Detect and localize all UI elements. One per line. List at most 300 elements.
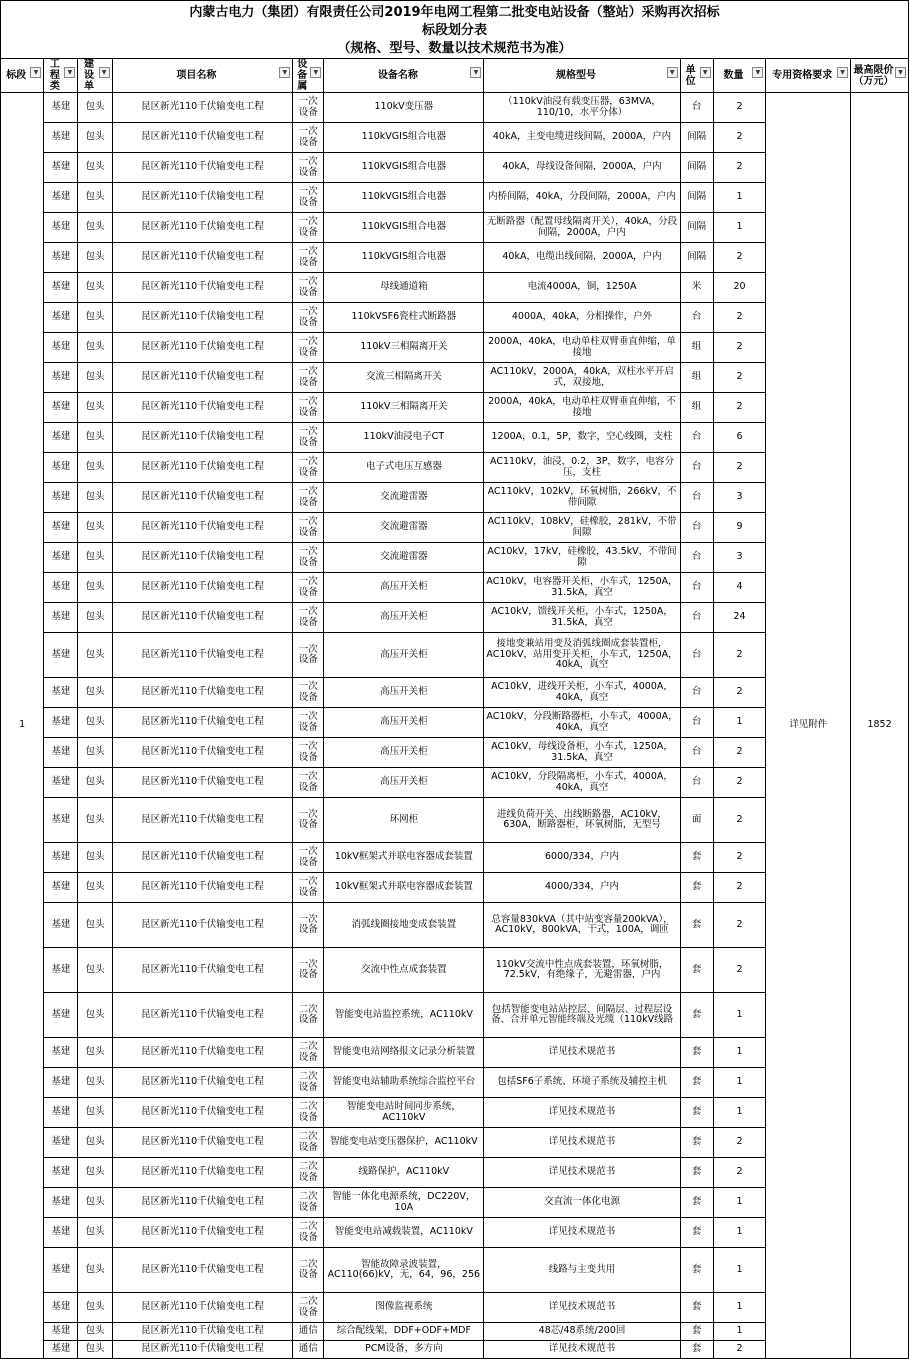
column-header-label: 最高限价（万元）: [853, 64, 894, 87]
construction-unit-cell: 包头: [78, 303, 112, 333]
equipment-category-cell: 二次设备: [293, 1038, 324, 1068]
column-header-7: [680, 59, 713, 93]
construction-unit-cell: 包头: [78, 1293, 112, 1323]
filter-dropdown-icon[interactable]: ▼: [30, 67, 41, 78]
column-header-2: [78, 59, 112, 93]
equipment-category-cell: 二次设备: [293, 1068, 324, 1098]
project-name-cell: 昆区新光110千伏输变电工程: [112, 123, 293, 153]
unit-cell: 组: [680, 333, 713, 363]
equipment-category-cell: 一次设备: [293, 93, 324, 123]
project-type-cell: 基建: [44, 1323, 78, 1341]
unit-cell: 台: [680, 303, 713, 333]
project-name-cell: 昆区新光110千伏输变电工程: [112, 1158, 293, 1188]
project-type-cell: 基建: [44, 273, 78, 303]
specification-cell: AC110kV，102kV，环氧树脂，266kV，不带间隙: [484, 483, 680, 513]
equipment-name-cell: 高压开关柜: [324, 633, 484, 678]
unit-cell: 米: [680, 273, 713, 303]
construction-unit-cell: 包头: [78, 1158, 112, 1188]
equipment-name-cell: 110kV三相隔离开关: [324, 333, 484, 363]
specification-cell: 包括智能变电站站控层、间隔层、过程层设备、合并单元智能终端及光缆（110kV线路: [484, 993, 680, 1038]
filter-dropdown-icon[interactable]: ▼: [837, 67, 848, 78]
quantity-cell: 2: [713, 1128, 766, 1158]
project-type-cell: 基建: [44, 303, 78, 333]
unit-cell: 组: [680, 363, 713, 393]
unit-cell: 台: [680, 93, 713, 123]
equipment-name-cell: 综合配线架，DDF+ODF+MDF: [324, 1323, 484, 1341]
specification-cell: 详见技术规范书: [484, 1341, 680, 1359]
construction-unit-cell: 包头: [78, 738, 112, 768]
project-name-cell: 昆区新光110千伏输变电工程: [112, 573, 293, 603]
unit-cell: 套: [680, 1098, 713, 1128]
project-name-cell: 昆区新光110千伏输变电工程: [112, 513, 293, 543]
project-type-cell: 基建: [44, 243, 78, 273]
construction-unit-cell: 包头: [78, 393, 112, 423]
document-title-block: [0, 0, 909, 58]
project-type-cell: 基建: [44, 363, 78, 393]
construction-unit-cell: 包头: [78, 93, 112, 123]
equipment-category-cell: 通信: [293, 1323, 324, 1341]
unit-cell: 台: [680, 678, 713, 708]
unit-cell: 套: [680, 1218, 713, 1248]
project-type-cell: 基建: [44, 1068, 78, 1098]
project-name-cell: 昆区新光110千伏输变电工程: [112, 423, 293, 453]
equipment-name-cell: 交流中性点成套装置: [324, 948, 484, 993]
equipment-category-cell: 二次设备: [293, 1248, 324, 1293]
specification-cell: 40kA，主变电缆进线间隔，2000A，户内: [484, 123, 680, 153]
equipment-category-cell: 一次设备: [293, 153, 324, 183]
construction-unit-cell: 包头: [78, 768, 112, 798]
equipment-category-cell: 一次设备: [293, 603, 324, 633]
equipment-name-cell: 智能变电站减载装置，AC110kV: [324, 1218, 484, 1248]
construction-unit-cell: 包头: [78, 1068, 112, 1098]
unit-cell: 台: [680, 483, 713, 513]
specification-cell: 详见技术规范书: [484, 1038, 680, 1068]
unit-cell: 台: [680, 603, 713, 633]
equipment-name-cell: 110kVGIS组合电器: [324, 183, 484, 213]
specification-cell: 详见技术规范书: [484, 1098, 680, 1128]
project-type-cell: 基建: [44, 903, 78, 948]
project-name-cell: 昆区新光110千伏输变电工程: [112, 1128, 293, 1158]
qualification-cell: 详见附件: [766, 93, 851, 1359]
equipment-name-cell: 母线通道箱: [324, 273, 484, 303]
quantity-cell: 1: [713, 1218, 766, 1248]
unit-cell: 台: [680, 633, 713, 678]
specification-cell: 详见技术规范书: [484, 1128, 680, 1158]
construction-unit-cell: 包头: [78, 1341, 112, 1359]
quantity-cell: 9: [713, 513, 766, 543]
equipment-category-cell: 一次设备: [293, 873, 324, 903]
equipment-category-cell: 二次设备: [293, 1188, 324, 1218]
equipment-name-cell: 智能变电站时间同步系统，AC110kV: [324, 1098, 484, 1128]
equipment-name-cell: 图像监视系统: [324, 1293, 484, 1323]
unit-cell: 台: [680, 453, 713, 483]
quantity-cell: 2: [713, 1158, 766, 1188]
filter-dropdown-icon[interactable]: ▼: [99, 67, 110, 78]
equipment-name-cell: 110kVSF6瓷柱式断路器: [324, 303, 484, 333]
equipment-category-cell: 二次设备: [293, 1293, 324, 1323]
equipment-name-cell: 智能变电站变压器保护，AC110kV: [324, 1128, 484, 1158]
unit-cell: 套: [680, 843, 713, 873]
specification-cell: 4000/334，户内: [484, 873, 680, 903]
project-name-cell: 昆区新光110千伏输变电工程: [112, 1068, 293, 1098]
construction-unit-cell: 包头: [78, 948, 112, 993]
unit-cell: 套: [680, 1038, 713, 1068]
quantity-cell: 2: [713, 798, 766, 843]
project-name-cell: 昆区新光110千伏输变电工程: [112, 543, 293, 573]
quantity-cell: 3: [713, 483, 766, 513]
specification-cell: AC110kV，油浸，0.2，3P，数字，电容分压，支柱: [484, 453, 680, 483]
project-name-cell: 昆区新光110千伏输变电工程: [112, 903, 293, 948]
construction-unit-cell: 包头: [78, 603, 112, 633]
construction-unit-cell: 包头: [78, 678, 112, 708]
project-type-cell: 基建: [44, 798, 78, 843]
equipment-category-cell: 一次设备: [293, 798, 324, 843]
specification-cell: AC10kV，母线设备柜，小车式，1250A，31.5kA，真空: [484, 738, 680, 768]
project-name-cell: 昆区新光110千伏输变电工程: [112, 603, 293, 633]
project-name-cell: 昆区新光110千伏输变电工程: [112, 153, 293, 183]
construction-unit-cell: 包头: [78, 183, 112, 213]
construction-unit-cell: 包头: [78, 633, 112, 678]
filter-dropdown-icon[interactable]: ▼: [667, 67, 678, 78]
filter-dropdown-icon[interactable]: ▼: [310, 67, 321, 78]
section-table: [0, 58, 909, 1359]
equipment-name-cell: 智能变电站监控系统，AC110kV: [324, 993, 484, 1038]
unit-cell: 套: [680, 903, 713, 948]
filter-dropdown-icon[interactable]: ▼: [64, 67, 75, 78]
construction-unit-cell: 包头: [78, 333, 112, 363]
equipment-name-cell: 交流三相隔离开关: [324, 363, 484, 393]
column-header-3: [112, 59, 293, 93]
column-header-label: 规格型号: [556, 70, 597, 81]
quantity-cell: 1: [713, 1293, 766, 1323]
equipment-category-cell: 一次设备: [293, 243, 324, 273]
unit-cell: 组: [680, 393, 713, 423]
column-header-5: [324, 59, 484, 93]
unit-cell: 间隔: [680, 213, 713, 243]
unit-cell: 套: [680, 1323, 713, 1341]
project-type-cell: 基建: [44, 543, 78, 573]
project-name-cell: 昆区新光110千伏输变电工程: [112, 873, 293, 903]
quantity-cell: 2: [713, 873, 766, 903]
quantity-cell: 1: [713, 1323, 766, 1341]
quantity-cell: 1: [713, 1068, 766, 1098]
project-type-cell: 基建: [44, 333, 78, 363]
unit-cell: 台: [680, 573, 713, 603]
unit-cell: 台: [680, 768, 713, 798]
equipment-category-cell: 一次设备: [293, 633, 324, 678]
construction-unit-cell: 包头: [78, 513, 112, 543]
project-name-cell: 昆区新光110千伏输变电工程: [112, 183, 293, 213]
project-type-cell: 基建: [44, 1188, 78, 1218]
quantity-cell: 2: [713, 948, 766, 993]
specification-cell: 40kA，电缆出线间隔，2000A，户内: [484, 243, 680, 273]
project-type-cell: 基建: [44, 93, 78, 123]
quantity-cell: 1: [713, 1188, 766, 1218]
equipment-category-cell: 一次设备: [293, 573, 324, 603]
construction-unit-cell: 包头: [78, 873, 112, 903]
specification-cell: 2000A，40kA，电动单柱双臂垂直伸缩，不接地: [484, 393, 680, 423]
column-header-10: [851, 59, 909, 93]
column-header-0: [1, 59, 44, 93]
document-note: （规格、型号、数量以技术规范书为准）: [337, 41, 572, 56]
project-name-cell: 昆区新光110千伏输变电工程: [112, 843, 293, 873]
specification-cell: 40kA，母线设备间隔，2000A，户内: [484, 153, 680, 183]
equipment-category-cell: 二次设备: [293, 993, 324, 1038]
specification-cell: 详见技术规范书: [484, 1158, 680, 1188]
construction-unit-cell: 包头: [78, 1098, 112, 1128]
equipment-category-cell: 一次设备: [293, 273, 324, 303]
equipment-name-cell: 10kV框架式并联电容器成套装置: [324, 843, 484, 873]
project-type-cell: 基建: [44, 843, 78, 873]
unit-cell: 间隔: [680, 123, 713, 153]
quantity-cell: 2: [713, 843, 766, 873]
column-header-label: 标段: [6, 70, 27, 81]
project-type-cell: 基建: [44, 603, 78, 633]
equipment-category-cell: 一次设备: [293, 513, 324, 543]
project-type-cell: 基建: [44, 1158, 78, 1188]
specification-cell: 110kV交流中性点成套装置，环氧树脂，72.5kV，有绝缘子，无避雷器，户内: [484, 948, 680, 993]
equipment-name-cell: 高压开关柜: [324, 738, 484, 768]
equipment-name-cell: 智能一体化电源系统，DC220V，10A: [324, 1188, 484, 1218]
quantity-cell: 2: [713, 363, 766, 393]
construction-unit-cell: 包头: [78, 798, 112, 843]
unit-cell: 台: [680, 738, 713, 768]
construction-unit-cell: 包头: [78, 273, 112, 303]
quantity-cell: 2: [713, 903, 766, 948]
unit-cell: 台: [680, 423, 713, 453]
project-name-cell: 昆区新光110千伏输变电工程: [112, 1188, 293, 1218]
equipment-name-cell: PCM设备，多方向: [324, 1341, 484, 1359]
equipment-name-cell: 高压开关柜: [324, 678, 484, 708]
equipment-category-cell: 一次设备: [293, 303, 324, 333]
specification-cell: AC10kV，分段断路器柜，小车式，4000A，40kA，真空: [484, 708, 680, 738]
construction-unit-cell: 包头: [78, 708, 112, 738]
project-type-cell: 基建: [44, 1038, 78, 1068]
max-price-cell: 1852: [851, 93, 909, 1359]
construction-unit-cell: 包头: [78, 1188, 112, 1218]
project-name-cell: 昆区新光110千伏输变电工程: [112, 768, 293, 798]
project-type-cell: 基建: [44, 513, 78, 543]
project-type-cell: 基建: [44, 1341, 78, 1359]
construction-unit-cell: 包头: [78, 843, 112, 873]
filter-dropdown-icon[interactable]: ▼: [470, 67, 481, 78]
project-type-cell: 基建: [44, 1098, 78, 1128]
project-type-cell: 基建: [44, 423, 78, 453]
filter-dropdown-icon[interactable]: ▼: [279, 67, 290, 78]
project-name-cell: 昆区新光110千伏输变电工程: [112, 633, 293, 678]
specification-cell: 无断路器（配置母线隔离开关），40kA，分段间隔，2000A，户内: [484, 213, 680, 243]
project-type-cell: 基建: [44, 453, 78, 483]
unit-cell: 套: [680, 1158, 713, 1188]
quantity-cell: 2: [713, 393, 766, 423]
unit-cell: 台: [680, 708, 713, 738]
specification-cell: AC10kV，分段隔离柜，小车式，4000A，40kA，真空: [484, 768, 680, 798]
project-type-cell: 基建: [44, 213, 78, 243]
quantity-cell: 24: [713, 603, 766, 633]
unit-cell: 台: [680, 543, 713, 573]
project-name-cell: 昆区新光110千伏输变电工程: [112, 243, 293, 273]
equipment-category-cell: 一次设备: [293, 423, 324, 453]
project-type-cell: 基建: [44, 1128, 78, 1158]
equipment-name-cell: 交流避雷器: [324, 543, 484, 573]
project-name-cell: 昆区新光110千伏输变电工程: [112, 273, 293, 303]
specification-cell: AC10kV，17kV，硅橡胶，43.5kV，不带间隙: [484, 543, 680, 573]
equipment-category-cell: 一次设备: [293, 843, 324, 873]
equipment-name-cell: 高压开关柜: [324, 768, 484, 798]
column-header-label: 建设单: [83, 59, 94, 92]
project-name-cell: 昆区新光110千伏输变电工程: [112, 333, 293, 363]
project-type-cell: 基建: [44, 633, 78, 678]
project-name-cell: 昆区新光110千伏输变电工程: [112, 1323, 293, 1341]
project-name-cell: 昆区新光110千伏输变电工程: [112, 363, 293, 393]
project-type-cell: 基建: [44, 678, 78, 708]
equipment-name-cell: 交流避雷器: [324, 513, 484, 543]
specification-cell: AC10kV，电容器开关柜，小车式，1250A，31.5kA，真空: [484, 573, 680, 603]
quantity-cell: 2: [713, 1341, 766, 1359]
equipment-category-cell: 一次设备: [293, 768, 324, 798]
unit-cell: 台: [680, 513, 713, 543]
unit-cell: 套: [680, 1341, 713, 1359]
quantity-cell: 6: [713, 423, 766, 453]
project-type-cell: 基建: [44, 183, 78, 213]
quantity-cell: 1: [713, 183, 766, 213]
unit-cell: 套: [680, 1248, 713, 1293]
equipment-name-cell: 高压开关柜: [324, 708, 484, 738]
equipment-category-cell: 一次设备: [293, 453, 324, 483]
column-header-label: 数量: [723, 70, 744, 81]
construction-unit-cell: 包头: [78, 543, 112, 573]
quantity-cell: 1: [713, 1038, 766, 1068]
equipment-category-cell: 一次设备: [293, 903, 324, 948]
equipment-name-cell: 智能故障录波装置，AC110(66)kV，无，64，96，256: [324, 1248, 484, 1293]
specification-cell: AC10kV，进线开关柜，小车式，4000A，40kA，真空: [484, 678, 680, 708]
quantity-cell: 2: [713, 738, 766, 768]
project-name-cell: 昆区新光110千伏输变电工程: [112, 993, 293, 1038]
project-name-cell: 昆区新光110千伏输变电工程: [112, 738, 293, 768]
construction-unit-cell: 包头: [78, 1038, 112, 1068]
column-header-4: [293, 59, 324, 93]
equipment-category-cell: 一次设备: [293, 543, 324, 573]
unit-cell: 套: [680, 1128, 713, 1158]
equipment-category-cell: 二次设备: [293, 1098, 324, 1128]
quantity-cell: 2: [713, 678, 766, 708]
document-subtitle: 标段划分表: [421, 23, 487, 38]
equipment-name-cell: 线路保护，AC110kV: [324, 1158, 484, 1188]
equipment-name-cell: 110kVGIS组合电器: [324, 213, 484, 243]
column-header-label: 专用资格要求: [772, 70, 833, 81]
specification-cell: 总容量830kVA（其中站变容量200kVA），AC10kV，800kVA，干式，100A，调匝: [484, 903, 680, 948]
project-type-cell: 基建: [44, 1293, 78, 1323]
construction-unit-cell: 包头: [78, 153, 112, 183]
project-type-cell: 基建: [44, 993, 78, 1038]
unit-cell: 套: [680, 1293, 713, 1323]
equipment-name-cell: 高压开关柜: [324, 573, 484, 603]
quantity-cell: 1: [713, 708, 766, 738]
project-type-cell: 基建: [44, 948, 78, 993]
construction-unit-cell: 包头: [78, 993, 112, 1038]
project-name-cell: 昆区新光110千伏输变电工程: [112, 1098, 293, 1128]
quantity-cell: 2: [713, 303, 766, 333]
column-header-label: 设备名称: [377, 70, 418, 81]
unit-cell: 间隔: [680, 183, 713, 213]
project-name-cell: 昆区新光110千伏输变电工程: [112, 678, 293, 708]
equipment-category-cell: 一次设备: [293, 123, 324, 153]
construction-unit-cell: 包头: [78, 483, 112, 513]
column-header-label: 工程类: [49, 59, 60, 92]
project-name-cell: 昆区新光110千伏输变电工程: [112, 93, 293, 123]
filter-dropdown-icon[interactable]: ▼: [895, 67, 906, 78]
specification-cell: 4000A，40kA，分相操作，户外: [484, 303, 680, 333]
equipment-name-cell: 110kVGIS组合电器: [324, 243, 484, 273]
specification-cell: 包括SF6子系统、环境子系统及辅控主机: [484, 1068, 680, 1098]
filter-dropdown-icon[interactable]: ▼: [700, 67, 711, 78]
project-name-cell: 昆区新光110千伏输变电工程: [112, 483, 293, 513]
construction-unit-cell: 包头: [78, 243, 112, 273]
quantity-cell: 2: [713, 768, 766, 798]
project-name-cell: 昆区新光110千伏输变电工程: [112, 1038, 293, 1068]
specification-cell: 接地变兼站用变及消弧线圈成套装置柜，AC10kV，站用变开关柜，小车式，1250A，40kA，真空: [484, 633, 680, 678]
equipment-name-cell: 消弧线圈接地变成套装置: [324, 903, 484, 948]
construction-unit-cell: 包头: [78, 1128, 112, 1158]
quantity-cell: 1: [713, 993, 766, 1038]
project-type-cell: 基建: [44, 483, 78, 513]
equipment-name-cell: 电子式电压互感器: [324, 453, 484, 483]
unit-cell: 套: [680, 948, 713, 993]
project-name-cell: 昆区新光110千伏输变电工程: [112, 1293, 293, 1323]
equipment-name-cell: 智能变电站网络报文记录分析装置: [324, 1038, 484, 1068]
equipment-name-cell: 环网柜: [324, 798, 484, 843]
equipment-category-cell: 一次设备: [293, 678, 324, 708]
unit-cell: 套: [680, 1068, 713, 1098]
project-name-cell: 昆区新光110千伏输变电工程: [112, 453, 293, 483]
construction-unit-cell: 包头: [78, 363, 112, 393]
specification-cell: 6000/334，户内: [484, 843, 680, 873]
specification-cell: 详见技术规范书: [484, 1293, 680, 1323]
equipment-name-cell: 交流避雷器: [324, 483, 484, 513]
specification-cell: 1200A，0.1，5P，数字，空心线圈，支柱: [484, 423, 680, 453]
construction-unit-cell: 包头: [78, 423, 112, 453]
specification-cell: （110kV油浸有载变压器，63MVA，110/10，水平分体）: [484, 93, 680, 123]
quantity-cell: 1: [713, 213, 766, 243]
project-type-cell: 基建: [44, 153, 78, 183]
specification-cell: 交直流一体化电源: [484, 1188, 680, 1218]
quantity-cell: 2: [713, 243, 766, 273]
column-header-1: [44, 59, 78, 93]
equipment-category-cell: 一次设备: [293, 183, 324, 213]
quantity-cell: 1: [713, 1098, 766, 1128]
equipment-category-cell: 一次设备: [293, 393, 324, 423]
quantity-cell: 1: [713, 1248, 766, 1293]
filter-dropdown-icon[interactable]: ▼: [752, 67, 763, 78]
unit-cell: 间隔: [680, 243, 713, 273]
equipment-name-cell: 110kV变压器: [324, 93, 484, 123]
unit-cell: 套: [680, 1188, 713, 1218]
quantity-cell: 3: [713, 543, 766, 573]
quantity-cell: 4: [713, 573, 766, 603]
equipment-category-cell: 二次设备: [293, 1128, 324, 1158]
column-header-9: [766, 59, 851, 93]
unit-cell: 套: [680, 873, 713, 903]
specification-cell: 详见技术规范书: [484, 1218, 680, 1248]
quantity-cell: 2: [713, 453, 766, 483]
equipment-category-cell: 一次设备: [293, 708, 324, 738]
specification-cell: 2000A，40kA，电动单柱双臂垂直伸缩，单接地: [484, 333, 680, 363]
construction-unit-cell: 包头: [78, 1248, 112, 1293]
project-type-cell: 基建: [44, 123, 78, 153]
equipment-category-cell: 一次设备: [293, 213, 324, 243]
specification-cell: AC110kV，108kV，硅橡胶，281kV，不带间隙: [484, 513, 680, 543]
equipment-name-cell: 110kVGIS组合电器: [324, 153, 484, 183]
